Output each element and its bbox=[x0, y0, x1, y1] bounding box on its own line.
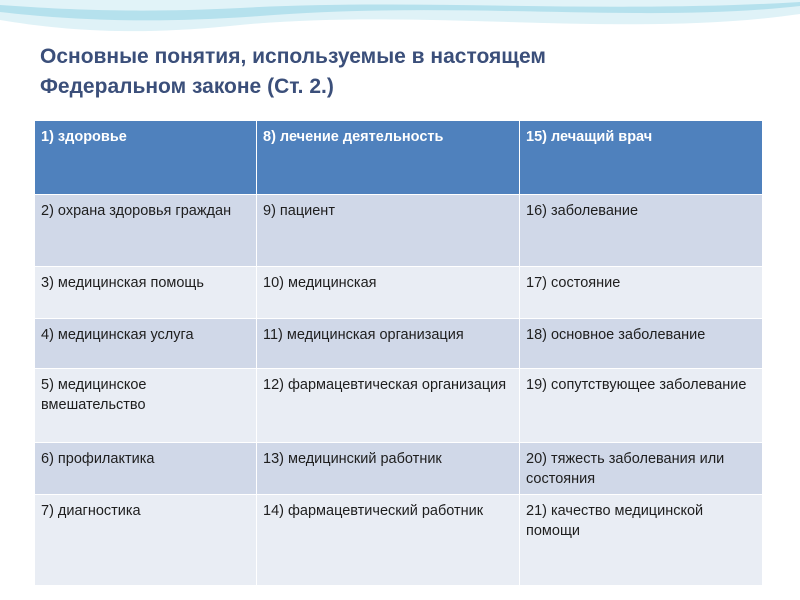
terms-table bbox=[34, 120, 763, 586]
table-header-cell: 1) здоровье bbox=[35, 121, 257, 195]
slide-title-line-2: Федеральном законе (Ст. 2.) bbox=[40, 75, 334, 98]
table-cell: 16) заболевание bbox=[520, 195, 763, 267]
table-cell: 14) фармацевтический работник bbox=[257, 495, 520, 586]
table-cell: 17) состояние bbox=[520, 267, 763, 319]
table-row bbox=[35, 267, 763, 319]
table-cell: 2) охрана здоровья граждан bbox=[35, 195, 257, 267]
table-cell: 4) медицинская услуга bbox=[35, 319, 257, 369]
slide-title bbox=[40, 42, 740, 102]
table-row bbox=[35, 369, 763, 443]
table-cell: 19) сопутствующее заболевание bbox=[520, 369, 763, 443]
table-cell: 12) фармацевтическая организация bbox=[257, 369, 520, 443]
table-cell: 9) пациент bbox=[257, 195, 520, 267]
table-cell: 6) профилактика bbox=[35, 443, 257, 495]
table-header-cell: 8) лечение деятельность bbox=[257, 121, 520, 195]
table-cell: 5) медицинское вмешательство bbox=[35, 369, 257, 443]
table-row bbox=[35, 319, 763, 369]
table-cell: 21) качество медицинской помощи bbox=[520, 495, 763, 586]
table-cell: 20) тяжесть заболевания или состояния bbox=[520, 443, 763, 495]
table-cell: 13) медицинский работник bbox=[257, 443, 520, 495]
table-header-row bbox=[35, 121, 763, 195]
table-row bbox=[35, 495, 763, 586]
table-row bbox=[35, 443, 763, 495]
table-cell: 18) основное заболевание bbox=[520, 319, 763, 369]
table-cell: 3) медицинская помощь bbox=[35, 267, 257, 319]
table-row bbox=[35, 195, 763, 267]
table-cell: 10) медицинская bbox=[257, 267, 520, 319]
table-cell: 11) медицинская организация bbox=[257, 319, 520, 369]
table-header-cell: 15) лечащий врач bbox=[520, 121, 763, 195]
table-cell: 7) диагностика bbox=[35, 495, 257, 586]
slide-title-line-1: Основные понятия, используемые в настоящем bbox=[40, 45, 546, 68]
